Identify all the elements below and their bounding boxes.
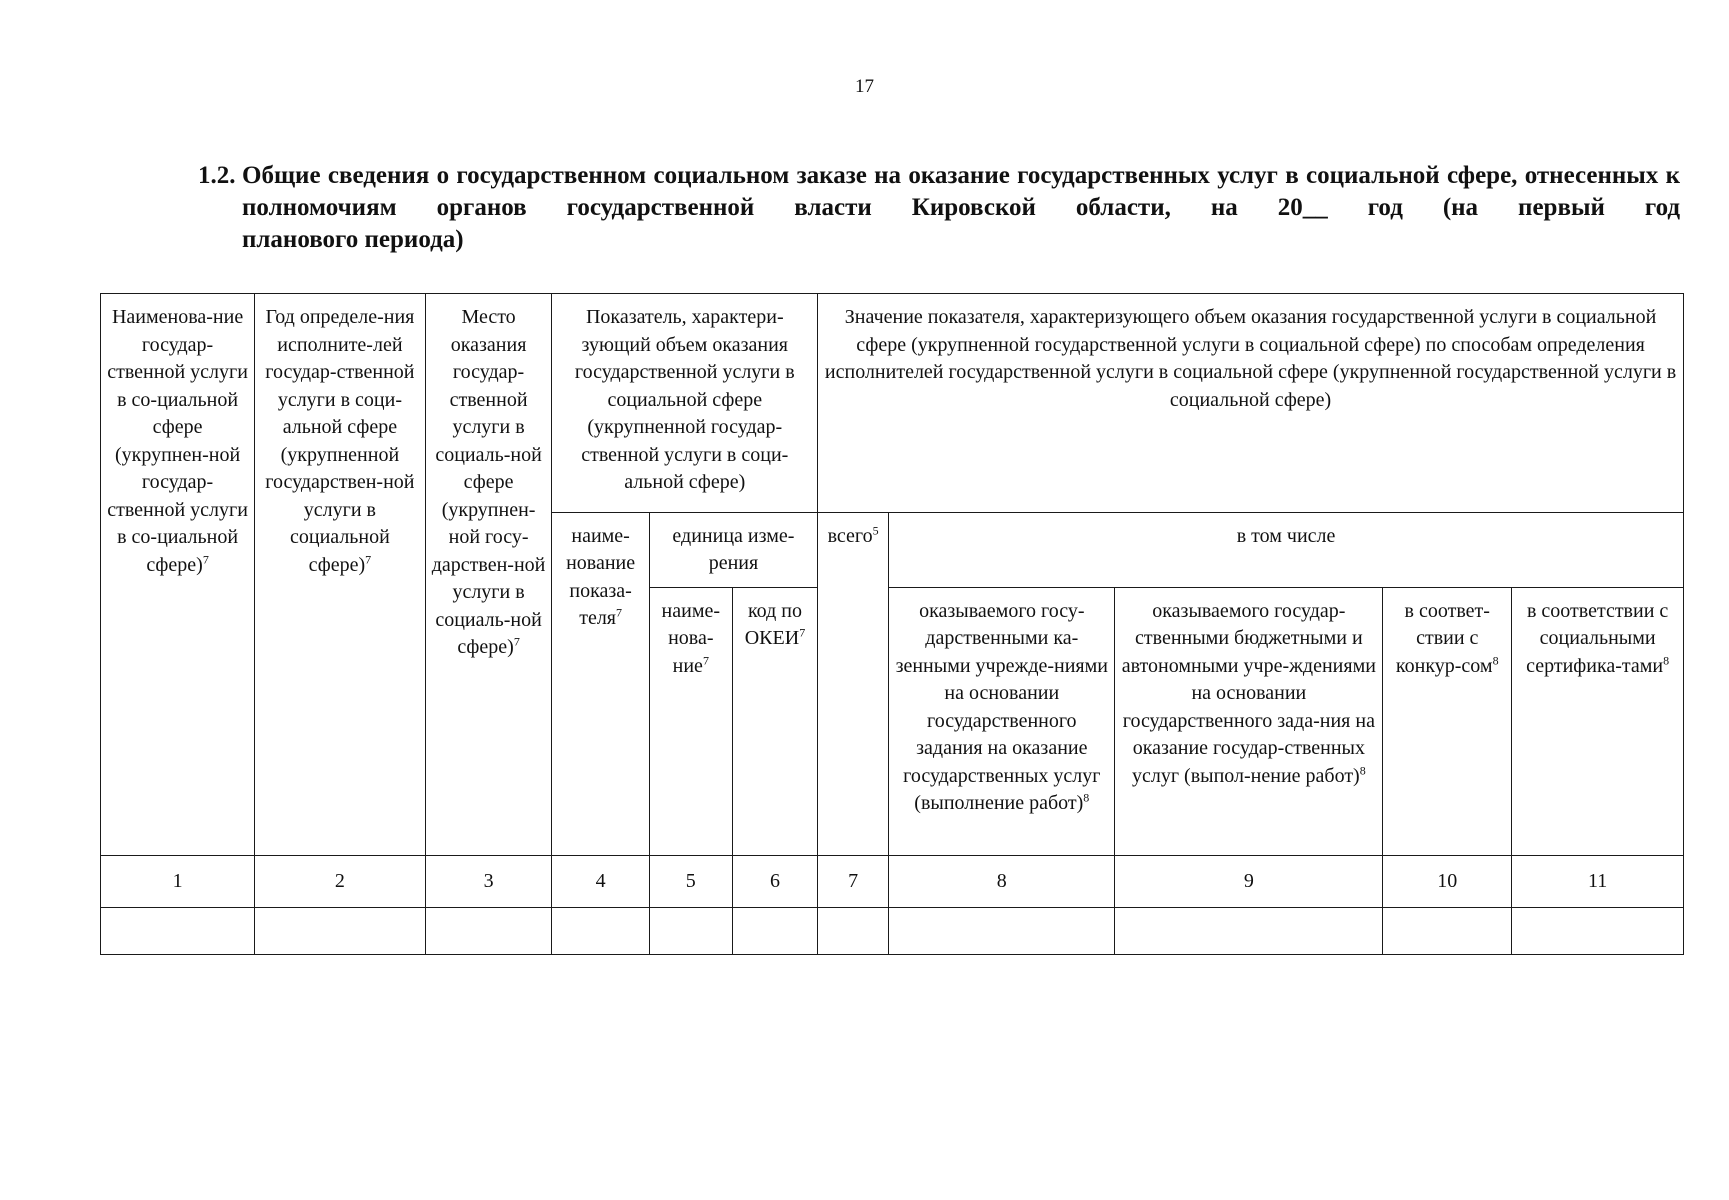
- table-cell[interactable]: [101, 907, 255, 954]
- empty-data-row: [101, 907, 1684, 954]
- table-cell[interactable]: [818, 907, 889, 954]
- section-heading: [198, 160, 1680, 288]
- section-title-tail: планового периода): [242, 226, 464, 253]
- header-competition: в соответ-ствии с конкур-сом$^8$: [1383, 587, 1512, 855]
- header-year-definition: Год определе-ния исполните-лей государ-ственной услуги в соци-альной сфере (укрупненной государствен-ной услуги в социальной сфере)$^7$: [255, 294, 426, 856]
- social-order-table: [100, 293, 1684, 955]
- column-number: 6: [732, 856, 817, 908]
- header-okei-code: код по ОКЕИ$^7$: [732, 587, 817, 855]
- section-title-main: Общие сведения о государственном социальном заказе на оказание государственных услуг в социальной сфере, отнесенных к полномочиям органов государственной власти Кировской области, на 20__ год (на первый год: [242, 162, 1680, 221]
- table-cell[interactable]: [732, 907, 817, 954]
- header-value-group: Значение показателя, характеризующего объем оказания государственной услуги в социальной сфере (укрупненной государственной услуги в социальной сфере) по способам определения исполнителей государственной услуги в социальной сфере (укрупненной государственной услуги в социальной сфере): [818, 294, 1684, 513]
- table-cell[interactable]: [1115, 907, 1383, 954]
- header-place: Место оказания государ-ственной услуги в социаль-ной сфере (укрупнен-ной госу-дарствен-ной услуги в социаль-ной сфере)$^7$: [425, 294, 552, 856]
- column-number: 8: [889, 856, 1115, 908]
- header-total: всего$^5$: [818, 512, 889, 856]
- table-cell[interactable]: [889, 907, 1115, 954]
- column-number: 4: [552, 856, 649, 908]
- column-number: 2: [255, 856, 426, 908]
- header-including: в том числе: [889, 512, 1684, 587]
- page-number: 17: [855, 76, 874, 97]
- column-number: 9: [1115, 856, 1383, 908]
- table-cell[interactable]: [425, 907, 552, 954]
- column-number: 7: [818, 856, 889, 908]
- header-budget-institutions: оказываемого государ-ственными бюджетными и автономными учре-ждениями на основании государственного зада-ния на оказание государ-ственных услуг (выпол-нение работ)$^8$: [1115, 587, 1383, 855]
- column-number: 11: [1512, 856, 1684, 908]
- table-cell[interactable]: [649, 907, 732, 954]
- header-row-1: [101, 294, 1684, 513]
- header-unit-name: наиме-нова-ние$^7$: [649, 587, 732, 855]
- column-number-row: [101, 856, 1684, 908]
- table-cell[interactable]: [255, 907, 426, 954]
- header-certificates: в соответствии с социальными сертифика-тами$^8$: [1512, 587, 1684, 855]
- table-cell[interactable]: [552, 907, 649, 954]
- table-cell[interactable]: [1383, 907, 1512, 954]
- column-number: 5: [649, 856, 732, 908]
- header-service-name: Наименова-ние государ-ственной услуги в со-циальной сфере (укрупнен-ной государ-ственной услуги в со-циальной сфере)$^7$: [101, 294, 255, 856]
- column-number: 1: [101, 856, 255, 908]
- column-number: 3: [425, 856, 552, 908]
- header-indicator-group: Показатель, характери-зующий объем оказания государственной услуги в социальной сфере (укрупненной государ-ственной услуги в соци-альной сфере): [552, 294, 818, 513]
- column-number: 10: [1383, 856, 1512, 908]
- header-unit-group: единица изме-рения: [649, 512, 817, 587]
- table-cell[interactable]: [1512, 907, 1684, 954]
- header-state-institutions: оказываемого госу-дарственными ка-зенными учрежде-ниями на основании государственного задания на оказание государственных услуг (выполнение работ)$^8$: [889, 587, 1115, 855]
- header-indicator-name: наиме-нование показа-теля$^7$: [552, 512, 649, 856]
- section-number: 1.2.: [198, 162, 236, 189]
